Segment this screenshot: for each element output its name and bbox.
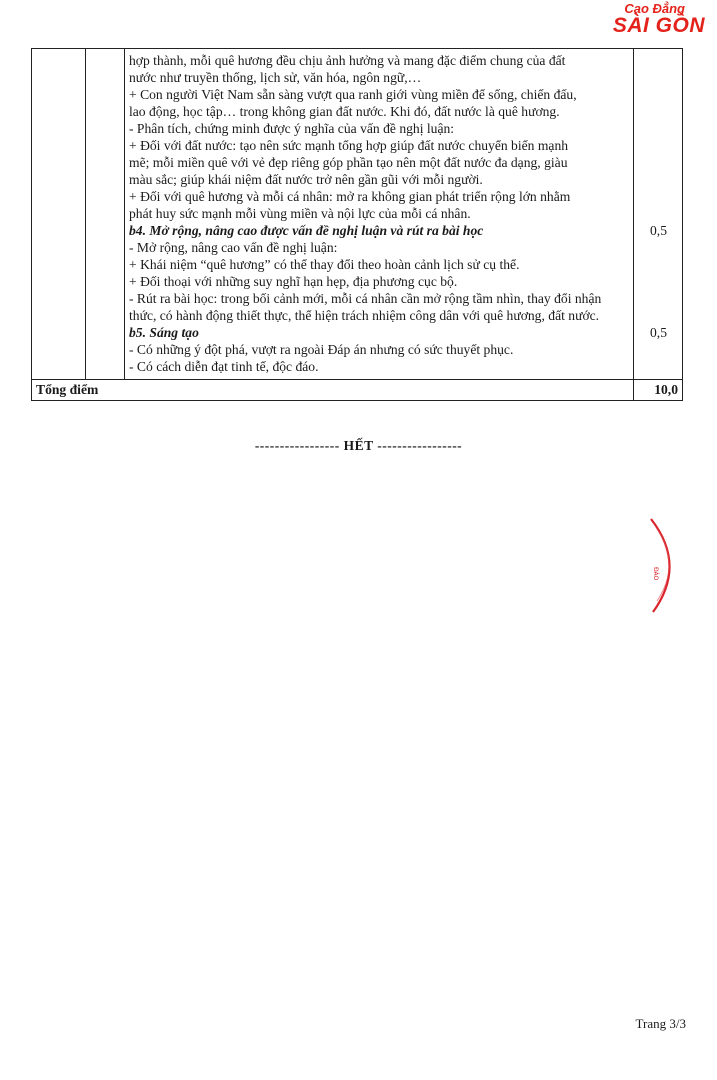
answer-line: + Đối thoại với những suy nghĩ hạn hẹp, địa phương cục bộ. <box>129 274 458 289</box>
total-label: Tổng điểm <box>32 380 634 401</box>
total-score: 10,0 <box>634 380 683 401</box>
answer-line: phát huy sức mạnh mỗi vùng miền và nội lực của mỗi cá nhân. <box>129 206 471 221</box>
svg-text:ĐÀO: ĐÀO <box>652 567 659 581</box>
answer-line: - Rút ra bài học: trong bối cảnh mới, mỗi cá nhân cần mở rộng tầm nhìn, thay đổi nhận <box>129 291 602 306</box>
score-value: 0,5 <box>650 223 667 238</box>
cao-dang-sai-gon-logo <box>613 2 705 36</box>
answer-table <box>31 48 683 401</box>
section-heading: b4. Mở rộng, nâng cao được vấn đề nghị luận và rút ra bài học <box>129 223 484 238</box>
score-column-cell <box>634 49 683 380</box>
answer-line: - Phân tích, chứng minh được ý nghĩa của vấn đề nghị luận: <box>129 121 455 136</box>
answer-line: màu sắc; giúp khái niệm đất nước trở nên gần gũi với mỗi người. <box>129 172 483 187</box>
answer-line: mẽ; mỗi miền quê với vẻ đẹp riêng góp phần tạo nên một đất nước đa dạng, giàu <box>129 155 568 170</box>
logo-line-2: SÀI GÒN <box>612 14 705 37</box>
logo-line-1: Cao Đẳng <box>624 1 685 16</box>
sub-question-column-cell <box>86 49 125 380</box>
end-marker: ----------------- HẾT ----------------- <box>254 438 463 453</box>
answer-row <box>32 49 683 380</box>
answer-line: nước như truyền thống, lịch sử, văn hóa, ngôn ngữ,… <box>129 70 422 85</box>
answer-line: thức, có hành động thiết thực, thể hiện trách nhiệm công dân với quê hương, đất nước. <box>129 308 600 323</box>
page-number: Trang 3/3 <box>635 1016 686 1031</box>
answer-line: - Có những ý đột phá, vượt ra ngoài Đáp án nhưng có sức thuyết phục. <box>129 342 514 357</box>
answer-line: - Có cách diễn đạt tinh tế, độc đáo. <box>129 359 319 374</box>
answer-line: + Đối với quê hương và mỗi cá nhân: mở ra không gian phát triển rộng lớn nhằm <box>129 189 571 204</box>
question-column-cell <box>32 49 86 380</box>
answer-line: + Đối với đất nước: tạo nên sức mạnh tổng hợp giúp đất nước chuyển biến mạnh <box>129 138 569 153</box>
answer-content-cell <box>125 49 634 380</box>
answer-line: + Khái niệm “quê hương” có thể thay đổi theo hoàn cảnh lịch sử cụ thể. <box>129 257 520 272</box>
score-value: 0,5 <box>650 325 667 340</box>
red-stamp-seal <box>645 515 685 615</box>
total-row <box>32 380 683 401</box>
answer-line: + Con người Việt Nam sẵn sàng vượt qua ranh giới vùng miền để sống, chiến đấu, <box>129 87 577 102</box>
answer-line: hợp thành, mỗi quê hương đều chịu ảnh hưởng và mang đặc điểm chung của đất <box>129 53 566 68</box>
answer-line: lao động, học tập… trong không gian đất nước. Khi đó, đất nước là quê hương. <box>129 104 560 119</box>
answer-line: - Mở rộng, nâng cao vấn đề nghị luận: <box>129 240 338 255</box>
section-heading: b5. Sáng tạo <box>129 325 199 340</box>
